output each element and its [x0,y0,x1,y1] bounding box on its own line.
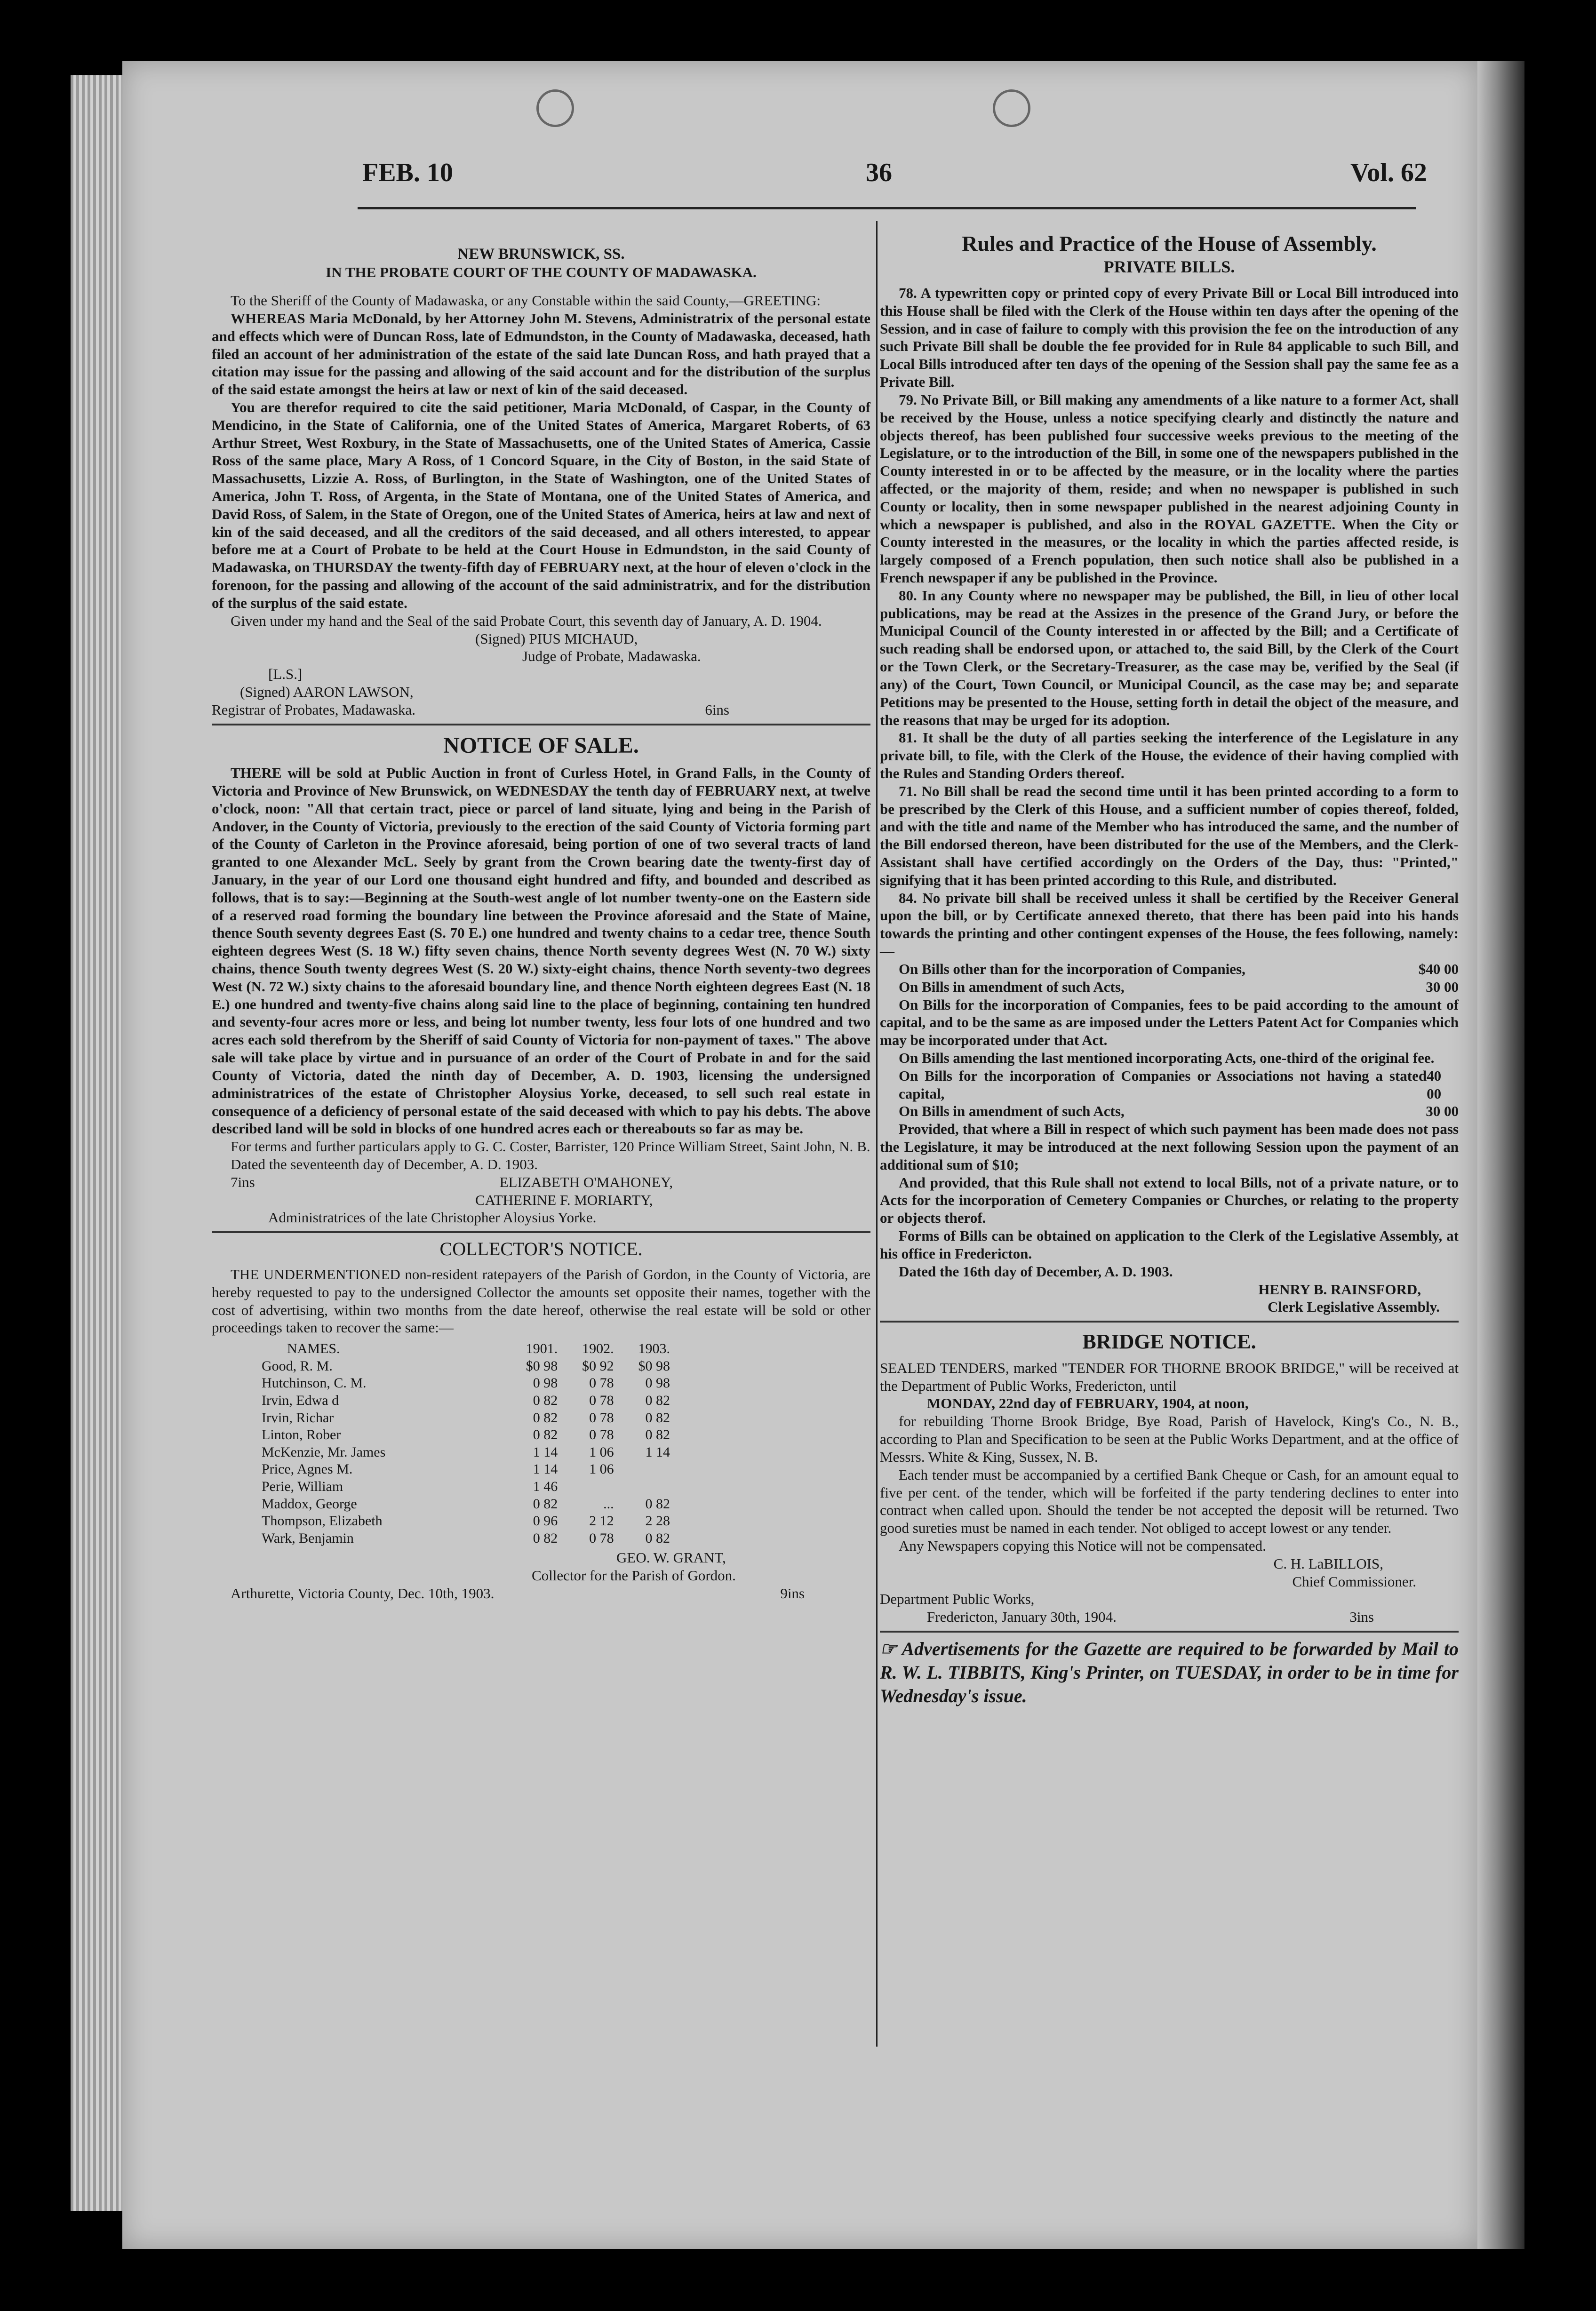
table-cell: Wark, Benjamin [262,1530,354,1546]
header-volume: Vol. 62 [1350,158,1427,187]
divider [880,1321,1459,1323]
sale-insertions: 7ins [231,1173,255,1190]
sale-signer-1: ELIZABETH O'MAHONEY, [499,1173,673,1190]
sale-administratrices: Administratrices of the late Christopher Aloysius Yorke. [268,1209,597,1226]
fee-label: On Bills other than for the incorporation of Companies, [899,960,1245,977]
header-date: FEB. 10 [362,158,453,187]
fee-row [880,978,1459,996]
divider [212,1231,870,1233]
table-row [259,1392,673,1410]
table-cell: Perie, William [262,1479,343,1495]
table-cell: 0 98 [533,1375,558,1391]
table-row [259,1444,673,1461]
rules-proviso-2: And provided, that this Rule shall not extend to local Bills, not of a private nature, or to Acts for the incorporation of Cemetery Companies or Churches, or relating to the property or objects therof. [880,1174,1459,1227]
bridge-place-date: Fredericton, January 30th, 1904. [927,1609,1117,1626]
rules-forms: Forms of Bills can be obtained on application to the Clerk of the Legislative Assembly, at his office in Fredericton. [880,1227,1459,1262]
table-cell: 2 12 [589,1513,614,1529]
collector-role: Collector for the Parish of Gordon. [532,1567,736,1584]
probate-registrar-title: Registrar of Probates, Madawaska. [212,701,416,718]
sale-dated: Dated the seventeenth day of December, A. D. 1903. [231,1156,538,1172]
bridge-title: BRIDGE NOTICE. [1082,1330,1256,1354]
table-cell: 0 78 [589,1410,614,1426]
probate-court-title: IN THE PROBATE COURT OF THE COUNTY OF MADAWASKA. [326,264,757,281]
table-header-cell: 1901. [526,1341,558,1357]
bridge-dept: Department Public Works, [880,1591,1035,1608]
table-cell: 2 28 [645,1513,670,1529]
table-cell: Good, R. M. [262,1358,333,1374]
bridge-purpose: for rebuilding Thorne Brook Bridge, Bye Road, Parish of Havelock, King's Co., N. B., according to Plan and Specification to be seen at the Public Works Department, and at the office of Messrs. White & King, Sussex, N. B. [880,1413,1459,1465]
rule-84: 84. No private bill shall be received unless it shall be certified by the Receiver General upon the bill, or by Certificate annexed thereto, that there has been paid into his hands towards the printing and other contingent expenses of the House, the fees following, namely:— [880,889,1459,960]
table-cell: Hutchinson, C. M. [262,1375,367,1391]
collector-signer: GEO. W. GRANT, [616,1549,726,1566]
table-cell: 0 82 [533,1496,558,1512]
rules-dated: Dated the 16th day of December, A. D. 1903. [899,1263,1173,1280]
table-row [259,1410,673,1427]
collector-body: THE UNDERMENTIONED non-resident ratepayers of the Parish of Gordon, in the County of Victoria, are hereby requested to pay to the undersigned Collector the amounts set opposite their names, together with the cost of advertising, within two months from the date hereof, otherwise the real estate will be sold or other proceedings taken to recover the same:— [212,1266,870,1336]
table-cell: 0 82 [645,1427,670,1443]
probate-judge-title: Judge of Probate, Madawaska. [522,648,701,665]
table-row [259,1426,673,1444]
table-cell: 0 82 [533,1530,558,1546]
table-row [259,1358,673,1375]
table-row [259,1375,673,1392]
right-column [880,231,1459,1711]
rules-signer: HENRY B. RAINSFORD, [1258,1281,1421,1298]
sale-body: THERE will be sold at Public Auction in front of Curless Hotel, in Grand Falls, in the County of Victoria and Province of New Brunswick, on WEDNESDAY the tenth day of FEBRUARY next, at twelve o'clock, noon: "All that certain tract, piece or parcel of land situate, lying and being in the Parish of Andover, in the County of Victoria, previously to the erection of the said County of Victoria forming part of the County of Carleton in the Province aforesaid, being portion of one of two several tracts of land granted to one Alexander McL. Seely by grant from the Crown bearing date the twenty-first day of January, in the year of our Lord one thousand eight hundred and fifty, and bounded and described as follows, that is to say:—Beginning at the South-west angle of lot number twenty-one on the Eastern side of a reserved road forming the boundary line between the Province aforesaid and the State of Maine, thence South seventy degrees East (S. 70 E.) one hundred and twenty chains to a cedar tree, thence South eighteen degrees West (S. 18 W.) fifty seven chains, thence North seventy degrees West (N. 70 W.) sixty chains, thence South twenty degrees West (S. 20 W.) sixty-eight chains, thence North seventy-two degrees West (N. 72 W.) sixty chains to the aforesaid boundary line, and thence North eighteen degrees East (N. 18 E.) one hundred and twenty-five chains along said line to the place of beginning, containing ten hundred and seventy-four acres more or less, and being lot number twenty, less four lots of one hundred and two acres each sold therefrom by the Sheriff of said County of Victoria for non-payment of taxes." The above sale will take place by virtue and in pursuance of an order of the Court of Probate in and for the said County of Victoria, dated the ninth day of December, A. D. 1903, licensing the undersigned administratrices of the estate of Christopher Aloysius Yorke, deceased, to sell such real estate in consequence of a deficiency of personal estate of the said deceased with which to pay his debts. The above described land will be sold in blocks of one hundred acres each or thereabouts so far as may be. [212,765,870,1137]
fee-row [880,960,1459,978]
table-cell: 0 96 [533,1513,558,1529]
table-row [259,1496,673,1513]
collector-title: COLLECTOR'S NOTICE. [439,1238,643,1260]
table-cell: 0 82 [645,1410,670,1426]
probate-insertions: 6ins [705,701,729,718]
table-cell: 0 82 [533,1393,558,1409]
bridge-intro: SEALED TENDERS, marked "TENDER FOR THORNE BROOK BRIDGE," will be received at the Department of Public Works, Fredericton, until [880,1359,1459,1394]
table-cell: Price, Agnes M. [262,1461,353,1477]
collector-place-date: Arthurette, Victoria County, Dec. 10th, 1903. [231,1585,495,1602]
header-rule [358,207,1416,209]
table-cell: 1 14 [533,1461,558,1477]
rule-80: 80. In any County where no newspaper may be published, the Bill, in lieu of other local publications, may be read at the Assizes in the presence of the Grand Jury, or before the Municipal Council of the County interested in or affected by the Bill; and a Certificate of such reading shall be endorsed upon, or attached to, the said Bill, by the Clerk of the Court or the Town Clerk, or the Secretary-Treasurer, as the case may be, verified by the Seal (if any) of the Court, Town Council, or Municipal Council, as the case may be; and separate Petitions may be presented to the House, setting forth in detail the object of the measure, and the reasons that may be urged for its adoption. [880,587,1459,728]
column-rule [876,221,878,2047]
rule-78: 78. A typewritten copy or printed copy of every Private Bill or Local Bill introduced into this House shall be filed with the Clerk of the House within ten days after the opening of the Session, and in case of failure to comply with this provision the fee on the introduction of any such Private Bill shall be double the fee provided for in Rule 84 applicable to such Bill, and Local Bills introduced after ten days of the opening of the Session shall pay the same fee as a Private Bill. [880,285,1459,390]
probate-jurisdiction: NEW BRUNSWICK, SS. [457,246,625,263]
table-header-cell: NAMES. [287,1341,340,1357]
fee-row [880,1102,1459,1120]
left-column [212,245,870,1602]
table-header-cell: 1902. [582,1341,614,1357]
bridge-signer: C. H. LaBILLOIS, [1273,1555,1383,1572]
divider [212,724,870,725]
bridge-role: Chief Commissioner. [1292,1573,1416,1590]
table-row [259,1530,673,1547]
table-cell [560,1478,616,1496]
collector-insertions: 9ins [780,1585,805,1602]
table-cell: 1 46 [533,1479,558,1495]
rules-proviso-1: Provided, that where a Bill in respect of which such payment has been made does not pass the Legislature, it may be introduced at the next following Session upon the payment of an additional sum of $10; [880,1121,1459,1173]
probate-signed-registrar: (Signed) AARON LAWSON, [240,683,414,700]
ad-text: Advertisements for the Gazette are required to be forwarded by Mail to R. W. L. TIBBITS, King's Printer, on TUESDAY, in order to be in time for Wednesday's issue. [880,1638,1459,1706]
table-row [259,1478,673,1496]
punch-hole [536,89,574,127]
table-cell: 0 82 [533,1427,558,1443]
divider [880,1631,1459,1633]
binding-edge [1477,61,1524,2249]
probate-given: Given under my hand and the Seal of the said Probate Court, this seventh day of January, A. D. 1904. [231,612,822,629]
rule-81: 81. It shall be the duty of all parties seeking the interference of the Legislature in any private bill, to file, with the Clerk of the House, the evidence of their having complied with the Rules and Standing Orders thereof. [880,729,1459,781]
table-cell: Irvin, Edwa d [262,1393,339,1409]
fee-amount: 40 00 [1427,1067,1442,1102]
table-cell: 1 06 [589,1444,614,1460]
table-cell: Thompson, Elizabeth [262,1513,383,1529]
probate-citation: You are therefor required to cite the said petitioner, Maria McDonald, of Caspar, in the County of Mendicino, in the State of California, one of the United States of America, Margaret Roberts, of 63 Arthur Street, West Roxbury, in the State of Massachusetts, one of the United States of America, Cassie Ross of the same place, Mary A Ross, of 1 Concord Square, in the City of Boston, in the said State of Massachusetts, Lizzie A. Ross, of Burlington, in the State of Washington, one of the United States of America, John T. Ross, of Argenta, in the State of Montana, one of the United States of America, and David Ross, of Salem, in the State of Oregon, one of the United States of America, heirs at law and next of kin of the said deceased, and all the creditors of the said deceased, and all others interested, to appear before me at a Court of Probate to be held at the Court House in Edmundston, in the said County of Madawaska, on THURSDAY the twenty-fifth day of FEBRUARY next, at the hour of eleven o'clock in the forenoon, for the passing and allowing of the account of the said administratrix, and for the distribution of the surplus of the said estate. [212,398,870,611]
table-cell: Maddox, George [262,1496,357,1512]
collector-table [259,1340,673,1547]
table-cell: McKenzie, Mr. James [262,1444,386,1460]
probate-seal: [L.S.] [268,666,303,683]
table-cell: $0 98 [638,1358,670,1374]
fee-label: On Bills in amendment of such Acts, [899,1103,1125,1120]
table-row [259,1461,673,1478]
bridge-newspapers: Any Newspapers copying this Notice will not be compensated. [899,1537,1266,1554]
fee-companies: On Bills for the incorporation of Companies, fees to be paid according to the amount of capital, and to be the same as are imposed under the Letters Patent Act for Companies which may be incorporated under that Act. [880,996,1459,1049]
table-cell: 0 82 [533,1410,558,1426]
fee-label: On Bills for the incorporation of Companies or Associations not having a stated capital, [899,1067,1427,1102]
fee-label: On Bills in amendment of such Acts, [899,978,1125,995]
page-stack-edges [71,75,122,2211]
sale-terms: For terms and further particulars apply to G. C. Coster, Barrister, 120 Prince William Street, Saint John, N. B. [231,1138,870,1155]
fee-row [880,1067,1459,1103]
rules-title: Rules and Practice of the House of Assembly. [962,231,1377,255]
sale-signer-2: CATHERINE F. MORIARTY, [475,1191,653,1208]
fee-amount: 30 00 [1426,1103,1459,1120]
bridge-date: MONDAY, 22nd day of FEBRUARY, 1904, at noon, [927,1395,1249,1412]
table-cell: $0 98 [526,1358,558,1374]
table-cell: 0 78 [589,1393,614,1409]
table-cell: 0 82 [645,1530,670,1546]
rule-79: 79. No Private Bill, or Bill making any amendments of a like nature to a former Act, shall be received by the House, unless a notice specifying clearly and distinctly the nature and objects thereof, has been published four successive weeks previous to the meeting of the Legislature, or to the introduction of the Bill, in some one of the newspapers published in the County interested in or to be affected by the measure, or in the locality where the parties affected, or the majority of them, reside; and when no newspaper is published in such County or locality, then in some newspaper published in the nearest adjoining County in which a newspaper is published, and also in the ROYAL GAZETTE. When the City or County interested in the measures, or the locality in which the parties affected reside, is largely composed of a French population, then such notice shall also be published in a French newspaper if any be published in the Province. [880,391,1459,586]
sale-title: NOTICE OF SALE. [443,733,639,758]
table-cell: 0 78 [589,1375,614,1391]
gazette-advertisement-notice [880,1637,1459,1708]
fee-amount: $40 00 [1418,960,1459,977]
pointing-hand-icon: ☞ [880,1638,902,1659]
table-cell: ... [603,1496,614,1512]
table-header-cell: 1903. [638,1341,670,1357]
rules-subtitle: PRIVATE BILLS. [1103,257,1235,277]
bridge-conditions: Each tender must be accompanied by a certified Bank Cheque or Cash, for an amount equal to five per cent. of the tender, which will be forfeited if the party tendering declines to enter into contract when called upon. Should the tender be not accepted the deposit will be returned. Two good sureties must be named in each tender. Not obliged to accept lowest or any tender. [880,1466,1459,1537]
table-cell: Linton, Rober [262,1427,341,1443]
punch-hole [993,89,1030,127]
fee-amount: 30 00 [1426,978,1459,995]
table-cell: 0 82 [645,1496,670,1512]
table-row [259,1513,673,1530]
bridge-insertions: 3ins [1349,1609,1374,1626]
probate-signed-judge: (Signed) PIUS MICHAUD, [475,630,638,647]
probate-address: To the Sheriff of the County of Madawaska, or any Constable within the said County,—GREETING: [231,292,821,309]
table-cell [617,1478,673,1496]
table-header-row [259,1340,673,1358]
table-cell: 0 78 [589,1427,614,1443]
table-cell: 1 06 [589,1461,614,1477]
table-cell: 1 14 [645,1444,670,1460]
table-cell: 0 98 [645,1375,670,1391]
rules-role: Clerk Legislative Assembly. [1268,1299,1440,1315]
table-cell: 0 82 [645,1393,670,1409]
table-cell [617,1461,673,1478]
fee-amending: On Bills amending the last mentioned incorporating Acts, one-third of the original fee. [899,1049,1435,1066]
table-cell: Irvin, Richar [262,1410,334,1426]
rule-71: 71. No Bill shall be read the second time until it has been printed according to a form to be prescribed by the Clerk of this House, and a sufficient number of copies thereof, folded, and with the title and name of the Member who has introduced the same, and the number of the Bill endorsed thereon, have been distributed for the use of the Members, and the Clerk-Assistant shall have certified accordingly on the Orders of the Day, thus: "Printed," signifying that it has been printed according to this Rule, and distributed. [880,782,1459,888]
probate-whereas: WHEREAS Maria McDonald, by her Attorney John M. Stevens, Administratrix of the personal estate and effects which were of Duncan Ross, late of Edmundston, in the County of Madawaska, deceased, hath filed an account of her administration of the estate of the said late Duncan Ross, and hath prayed that a citation may issue for the passing and allowing of the said account and for the distribution of the surplus of the said estate amongst the heirs at law or next of kin of the said deceased. [212,310,870,398]
header-page-number: 36 [866,158,892,187]
table-cell: 1 14 [533,1444,558,1460]
table-cell: $0 92 [582,1358,614,1374]
table-cell: 0 78 [589,1530,614,1546]
